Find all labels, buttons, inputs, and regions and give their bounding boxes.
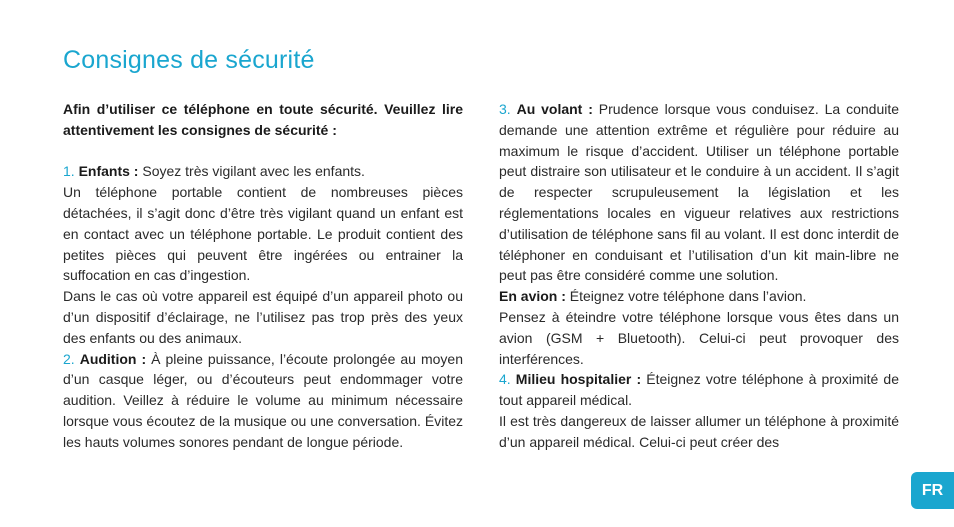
section-label: Au volant : bbox=[516, 101, 593, 117]
section-body: Prudence lorsque vous conduisez. La conduite demande une attention extrême et régulière pour réduire au maximum le risque d’accident. Utiliser un téléphone portable peut distraire son utilisateur et le conduire à un accident. Il s’agit de respecter scrupuleusement la législation et les réglementations locales en vigueur relatives aux restrictions d’utilisation de téléphone sans fil au volant. Il est donc interdit de téléphoner en conduisant et l’utilisation d’un kit main-libre ne peut pas être considéré comme une solution. bbox=[499, 101, 900, 284]
section-avion-body: Pensez à éteindre votre téléphone lorsque vous êtes dans un avion (GSM + Bluetooth). Celui-ci peut provoquer des interférences. bbox=[499, 308, 899, 367]
section-volant bbox=[499, 99, 899, 286]
section-number: 4. bbox=[499, 371, 511, 388]
section-enfants-body-1: Un téléphone portable contient de nombreuses pièces détachées, il s’agit donc d’être très vigilant quand un enfant est en contact avec un téléphone portable. Le produit contient des petites pièces qui peuvent être ingérées ou entrainer la suffocation en cas d’ingestion. bbox=[63, 184, 463, 284]
section-label: Milieu hospitalier : bbox=[515, 371, 642, 388]
section-avion-heading bbox=[499, 286, 899, 307]
section-number: 3. bbox=[499, 101, 511, 117]
section-hopital-body: Il est très dangereux de laisser allumer un téléphone à proximité d’un appareil médical. Celui-ci peut créer des bbox=[499, 412, 899, 450]
section-body: À pleine puissance, l’écoute prolongée au moyen d’un casque léger, ou d’écouteurs peut endommager votre audition. Veillez à réduire le volume au minimum nécessaire lorsque vous écoutez de la musique ou une conversation. Évitez les hauts volumes sonores pendant de longue période. bbox=[63, 350, 463, 450]
language-badge: FR bbox=[911, 472, 954, 509]
section-hopital-heading bbox=[499, 369, 899, 411]
section-label: En avion : bbox=[499, 288, 566, 305]
section-number: 2. bbox=[63, 350, 75, 367]
section-lead: Soyez très vigilant avec les enfants. bbox=[142, 163, 365, 180]
section-enfants-heading bbox=[63, 161, 463, 182]
paragraph-spacer bbox=[63, 141, 463, 162]
section-label: Audition : bbox=[79, 350, 147, 367]
section-label: Enfants : bbox=[78, 163, 139, 180]
page-title: Consignes de sécurité bbox=[63, 46, 315, 74]
section-audition bbox=[63, 349, 463, 453]
right-column bbox=[499, 99, 899, 453]
section-lead: Éteignez votre téléphone dans l’avion. bbox=[569, 288, 807, 305]
section-enfants-body-2: Dans le cas où votre appareil est équipé d’un appareil photo ou d’un dispositif d’éclairage, ne l’utilisez pas trop près des yeux des enfants ou des animaux. bbox=[63, 288, 463, 346]
section-lead: Éteignez votre téléphone à proximité de tout appareil médical. bbox=[499, 371, 900, 409]
left-column bbox=[63, 99, 463, 453]
intro-text: Afin d’utiliser ce téléphone en toute sécurité. Veuillez lire attentivement les consignes de sécurité : bbox=[63, 101, 463, 138]
section-number: 1. bbox=[63, 163, 75, 180]
